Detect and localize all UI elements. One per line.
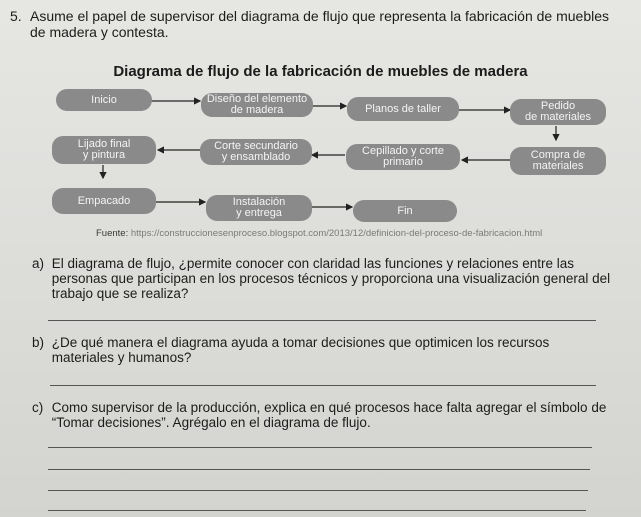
item-b-text: ¿De qué manera el diagrama ayuda a tomar decisiones que optimicen los recursos materiales y humanos?: [51, 335, 550, 365]
question-number: 5.: [10, 8, 22, 24]
answer-line-c-1[interactable]: [48, 447, 592, 448]
diagram-title: Diagrama de flujo de la fabricación de muebles de madera: [113, 63, 528, 80]
node-diseno: Diseño del elemento de madera: [201, 93, 313, 117]
item-b-label: b): [32, 335, 45, 350]
node-cepillado: Cepillado y corte primario: [346, 144, 460, 170]
node-planos: Planos de taller: [347, 97, 459, 121]
answer-line-b[interactable]: [50, 385, 596, 386]
node-compra: Compra de materiales: [510, 147, 606, 175]
answer-line-c-2[interactable]: [48, 469, 590, 470]
answer-line-c-3[interactable]: [48, 490, 588, 491]
item-b: [32, 335, 612, 365]
item-c: [32, 400, 612, 430]
node-lijado: Lijado final y pintura: [52, 136, 156, 164]
source-label: Fuente:: [96, 228, 129, 239]
node-corte-secundario: Corte secundario y ensamblado: [200, 139, 312, 165]
node-empacado: Empacado: [52, 188, 156, 214]
source-citation: [96, 228, 542, 239]
answer-line-c-4[interactable]: [48, 510, 586, 511]
item-a-label: a): [32, 256, 45, 271]
source-url: https://construccionesenproceso.blogspot.com/2013/12/definicion-del-proceso-de-fabricacion.html: [130, 228, 543, 239]
question-prompt: Asume el papel de supervisor del diagrama de flujo que representa la fabricación de muebles de madera y contesta.: [30, 8, 610, 40]
answer-line-a[interactable]: [48, 320, 596, 321]
item-c-text: Como supervisor de la producción, explica en qué procesos hace falta agregar el símbolo de “Tomar decisiones”. Agrégalo en el diagrama de flujo.: [51, 400, 607, 430]
node-pedido: Pedido de materiales: [510, 99, 606, 125]
node-instalacion: Instalación y entrega: [206, 195, 312, 221]
item-a: [32, 256, 612, 301]
node-inicio: Inicio: [56, 89, 152, 111]
item-a-text: El diagrama de flujo, ¿permite conocer con claridad las funciones y relaciones entre las personas que participan en los procesos técnicos y proporciona una visualización general del trabajo que se realiza?: [51, 256, 611, 301]
node-fin: Fin: [353, 200, 457, 222]
item-c-label: c): [32, 400, 44, 415]
